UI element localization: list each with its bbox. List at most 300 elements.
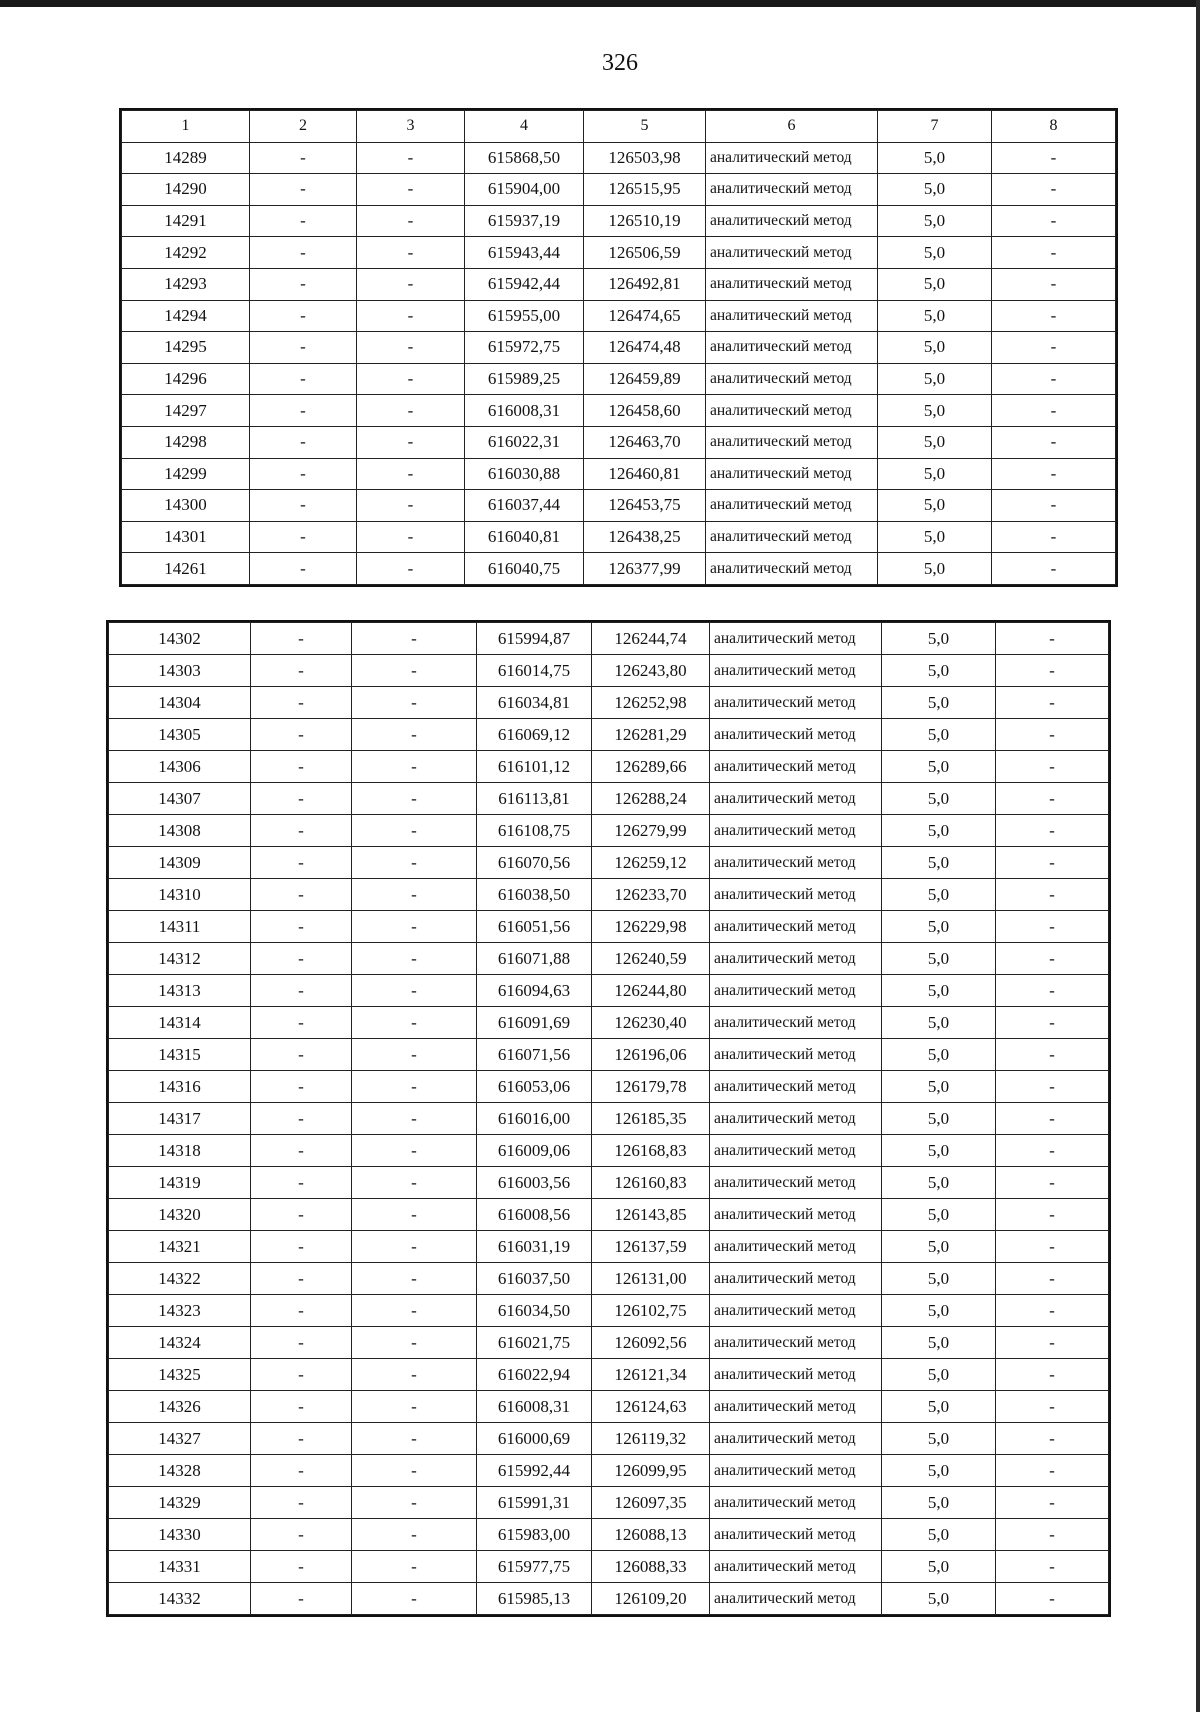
table-cell: -: [992, 553, 1116, 585]
table-row: [109, 1199, 1109, 1231]
table-cell: -: [352, 783, 477, 815]
table-cell: 126474,48: [584, 332, 706, 364]
table-cell: 616008,31: [477, 1391, 592, 1423]
table-cell: -: [996, 783, 1109, 815]
table-cell: -: [357, 521, 465, 553]
table-cell: -: [250, 553, 357, 585]
table-cell: 5,0: [882, 911, 996, 943]
table-cell: -: [352, 1391, 477, 1423]
table-cell: 126119,32: [592, 1423, 710, 1455]
table-cell: -: [357, 300, 465, 332]
table-cell: аналитический метод: [706, 268, 878, 300]
table-cell: аналитический метод: [710, 719, 882, 751]
table-cell: -: [352, 1583, 477, 1615]
table-cell: 126121,34: [592, 1359, 710, 1391]
table-row: [109, 1423, 1109, 1455]
table-cell: 126196,06: [592, 1039, 710, 1071]
table-cell: 14317: [109, 1103, 251, 1135]
table-cell: -: [992, 205, 1116, 237]
table-cell: 14299: [122, 458, 250, 490]
table-cell: 14310: [109, 879, 251, 911]
table-cell: 126281,29: [592, 719, 710, 751]
column-header: 2: [250, 111, 357, 143]
table-row: [109, 1007, 1109, 1039]
table-cell: -: [251, 655, 352, 687]
table-cell: 126289,66: [592, 751, 710, 783]
table-cell: -: [996, 1519, 1109, 1551]
table-cell: 5,0: [882, 1039, 996, 1071]
table-cell: 14306: [109, 751, 251, 783]
table-cell: -: [250, 458, 357, 490]
table-cell: 14261: [122, 553, 250, 585]
table-cell: 126458,60: [584, 395, 706, 427]
table-cell: -: [357, 363, 465, 395]
table-cell: 14326: [109, 1391, 251, 1423]
table-cell: -: [250, 237, 357, 269]
table-row: [122, 395, 1116, 427]
table-cell: 5,0: [882, 1167, 996, 1199]
table-cell: -: [357, 174, 465, 206]
table-row: [122, 174, 1116, 206]
table-cell: 5,0: [878, 142, 992, 174]
table-cell: 126244,80: [592, 975, 710, 1007]
table-row: [109, 847, 1109, 879]
table-cell: аналитический метод: [706, 521, 878, 553]
table-cell: -: [996, 655, 1109, 687]
table-cell: 5,0: [882, 1295, 996, 1327]
table-cell: аналитический метод: [710, 847, 882, 879]
table-cell: 126124,63: [592, 1391, 710, 1423]
table-cell: -: [250, 395, 357, 427]
coordinates-table-2: [108, 622, 1109, 1615]
table-cell: -: [357, 142, 465, 174]
table-cell: -: [251, 1423, 352, 1455]
table-cell: -: [250, 521, 357, 553]
table-cell: 126092,56: [592, 1327, 710, 1359]
table-cell: 615985,13: [477, 1583, 592, 1615]
table-cell: 5,0: [882, 879, 996, 911]
table-cell: 14292: [122, 237, 250, 269]
table-row: [109, 1071, 1109, 1103]
table-cell: 14312: [109, 943, 251, 975]
table-cell: аналитический метод: [710, 623, 882, 655]
table-cell: 14322: [109, 1263, 251, 1295]
column-header: 8: [992, 111, 1116, 143]
table-cell: 126230,40: [592, 1007, 710, 1039]
table-cell: -: [251, 1231, 352, 1263]
table-cell: 14294: [122, 300, 250, 332]
coordinates-table-1: [121, 110, 1116, 585]
table-cell: 126288,24: [592, 783, 710, 815]
table-cell: 5,0: [882, 1103, 996, 1135]
table-row: [122, 458, 1116, 490]
table-cell: -: [992, 174, 1116, 206]
table-row: [122, 142, 1116, 174]
table-cell: 126503,98: [584, 142, 706, 174]
table-cell: 615943,44: [465, 237, 584, 269]
table-cell: 616069,12: [477, 719, 592, 751]
table-cell: -: [357, 237, 465, 269]
table-cell: 126515,95: [584, 174, 706, 206]
table-cell: 615904,00: [465, 174, 584, 206]
table-cell: -: [996, 719, 1109, 751]
table-cell: 14289: [122, 142, 250, 174]
table-cell: 14295: [122, 332, 250, 364]
table-cell: аналитический метод: [706, 237, 878, 269]
column-header: 4: [465, 111, 584, 143]
table-cell: 126438,25: [584, 521, 706, 553]
table-cell: 14304: [109, 687, 251, 719]
table-cell: -: [352, 879, 477, 911]
table-cell: 615972,75: [465, 332, 584, 364]
table-cell: аналитический метод: [706, 395, 878, 427]
table-cell: 616101,12: [477, 751, 592, 783]
table-cell: -: [250, 332, 357, 364]
table-cell: -: [996, 1231, 1109, 1263]
table-cell: 616040,75: [465, 553, 584, 585]
table-cell: аналитический метод: [710, 1327, 882, 1359]
table-cell: 5,0: [882, 1423, 996, 1455]
table-cell: -: [996, 1039, 1109, 1071]
table-cell: -: [251, 1039, 352, 1071]
table-cell: 14331: [109, 1551, 251, 1583]
table-row: [109, 1455, 1109, 1487]
table-cell: 5,0: [882, 1359, 996, 1391]
table-row: [109, 1295, 1109, 1327]
table-cell: 14298: [122, 426, 250, 458]
table-cell: -: [251, 1263, 352, 1295]
table-cell: -: [352, 1455, 477, 1487]
table-cell: 615977,75: [477, 1551, 592, 1583]
table-cell: 616014,75: [477, 655, 592, 687]
table-cell: 5,0: [878, 237, 992, 269]
table-row: [109, 1391, 1109, 1423]
scan-right-edge: [1196, 0, 1200, 1712]
table-cell: -: [352, 623, 477, 655]
table-cell: -: [357, 490, 465, 522]
table-cell: 14313: [109, 975, 251, 1007]
table-cell: аналитический метод: [710, 1103, 882, 1135]
table-row: [122, 268, 1116, 300]
table-cell: -: [251, 1519, 352, 1551]
table-cell: 5,0: [878, 363, 992, 395]
table-cell: 126279,99: [592, 815, 710, 847]
table-cell: -: [352, 1487, 477, 1519]
column-header: 1: [122, 111, 250, 143]
table-cell: 126460,81: [584, 458, 706, 490]
table-cell: -: [996, 1391, 1109, 1423]
table-cell: 14300: [122, 490, 250, 522]
table-cell: аналитический метод: [710, 1391, 882, 1423]
table-cell: 5,0: [878, 205, 992, 237]
column-header: 7: [878, 111, 992, 143]
table-cell: 5,0: [882, 655, 996, 687]
table-cell: 126160,83: [592, 1167, 710, 1199]
table-cell: -: [996, 1359, 1109, 1391]
table-cell: 126109,20: [592, 1583, 710, 1615]
table-cell: 616051,56: [477, 911, 592, 943]
table-cell: -: [352, 751, 477, 783]
table-cell: аналитический метод: [710, 815, 882, 847]
table-cell: -: [357, 332, 465, 364]
column-header: 5: [584, 111, 706, 143]
table-cell: 5,0: [878, 332, 992, 364]
table-cell: 5,0: [878, 553, 992, 585]
header-row: [122, 111, 1116, 143]
table-cell: -: [992, 490, 1116, 522]
table-row: [109, 751, 1109, 783]
table-cell: 14330: [109, 1519, 251, 1551]
table-cell: -: [357, 268, 465, 300]
table-cell: -: [357, 458, 465, 490]
table-cell: 5,0: [878, 521, 992, 553]
table-cell: 615994,87: [477, 623, 592, 655]
table-cell: -: [992, 142, 1116, 174]
table-cell: -: [996, 1327, 1109, 1359]
table-cell: 616070,56: [477, 847, 592, 879]
table-cell: аналитический метод: [706, 142, 878, 174]
table-cell: 616038,50: [477, 879, 592, 911]
table-cell: 615989,25: [465, 363, 584, 395]
table-cell: аналитический метод: [706, 363, 878, 395]
table-cell: -: [352, 911, 477, 943]
table-cell: -: [251, 1103, 352, 1135]
table-cell: -: [357, 426, 465, 458]
table-cell: 126102,75: [592, 1295, 710, 1327]
table-row: [109, 1327, 1109, 1359]
table-cell: 14303: [109, 655, 251, 687]
table-cell: -: [352, 1199, 477, 1231]
table-cell: 126088,33: [592, 1551, 710, 1583]
table-cell: -: [251, 783, 352, 815]
table-cell: -: [996, 1295, 1109, 1327]
table-cell: 5,0: [882, 719, 996, 751]
table-cell: -: [357, 395, 465, 427]
table-cell: аналитический метод: [706, 490, 878, 522]
table-cell: -: [352, 1519, 477, 1551]
table-cell: аналитический метод: [706, 332, 878, 364]
table-cell: -: [352, 1263, 477, 1295]
table-cell: -: [996, 1583, 1109, 1615]
table-cell: 126492,81: [584, 268, 706, 300]
table-row: [109, 1167, 1109, 1199]
table-cell: -: [250, 142, 357, 174]
table-row: [109, 815, 1109, 847]
table-cell: 5,0: [882, 1007, 996, 1039]
table-cell: 616040,81: [465, 521, 584, 553]
table-cell: аналитический метод: [710, 1423, 882, 1455]
table-cell: 5,0: [882, 1327, 996, 1359]
table-cell: 126088,13: [592, 1519, 710, 1551]
table-cell: 615992,44: [477, 1455, 592, 1487]
table-cell: -: [251, 879, 352, 911]
table-cell: -: [352, 1295, 477, 1327]
table-cell: -: [251, 687, 352, 719]
table-cell: -: [251, 911, 352, 943]
table-cell: -: [251, 847, 352, 879]
table-cell: 5,0: [882, 975, 996, 1007]
table-cell: 14318: [109, 1135, 251, 1167]
table-cell: -: [996, 1071, 1109, 1103]
table-cell: -: [352, 1071, 477, 1103]
table-cell: 5,0: [882, 1263, 996, 1295]
table-cell: -: [352, 1551, 477, 1583]
table-cell: 14293: [122, 268, 250, 300]
table-cell: 126474,65: [584, 300, 706, 332]
table-cell: 126453,75: [584, 490, 706, 522]
table-cell: -: [251, 1359, 352, 1391]
table-row: [122, 490, 1116, 522]
table-cell: -: [251, 623, 352, 655]
table-row: [109, 687, 1109, 719]
table-cell: -: [251, 1391, 352, 1423]
table-cell: 126506,59: [584, 237, 706, 269]
table-cell: 126377,99: [584, 553, 706, 585]
table-cell: 14314: [109, 1007, 251, 1039]
table-cell: аналитический метод: [710, 1071, 882, 1103]
table-row: [109, 1135, 1109, 1167]
table-cell: аналитический метод: [710, 1359, 882, 1391]
table-cell: -: [251, 1295, 352, 1327]
table-row: [122, 205, 1116, 237]
table-cell: -: [352, 1135, 477, 1167]
table-cell: -: [352, 1423, 477, 1455]
table-cell: 126185,35: [592, 1103, 710, 1135]
table-cell: 5,0: [882, 1071, 996, 1103]
table-cell: 14319: [109, 1167, 251, 1199]
table-cell: аналитический метод: [710, 1263, 882, 1295]
table-cell: -: [992, 332, 1116, 364]
table-cell: 126510,19: [584, 205, 706, 237]
table-cell: -: [996, 911, 1109, 943]
table-cell: 126459,89: [584, 363, 706, 395]
table-row: [122, 363, 1116, 395]
table-cell: -: [352, 1167, 477, 1199]
table-cell: -: [352, 847, 477, 879]
table-cell: -: [996, 1103, 1109, 1135]
table-cell: аналитический метод: [710, 943, 882, 975]
table-cell: 616022,31: [465, 426, 584, 458]
table-cell: 616030,88: [465, 458, 584, 490]
table-cell: -: [992, 395, 1116, 427]
table-cell: аналитический метод: [710, 879, 882, 911]
table-row: [109, 975, 1109, 1007]
table-cell: аналитический метод: [710, 1039, 882, 1071]
table-cell: -: [352, 815, 477, 847]
table-row: [109, 783, 1109, 815]
table-cell: 616113,81: [477, 783, 592, 815]
table-cell: -: [357, 553, 465, 585]
table-cell: 615937,19: [465, 205, 584, 237]
table-row: [122, 521, 1116, 553]
table-cell: 14316: [109, 1071, 251, 1103]
table-cell: -: [996, 1423, 1109, 1455]
table-cell: 616021,75: [477, 1327, 592, 1359]
table-cell: 5,0: [882, 687, 996, 719]
table-cell: 126131,00: [592, 1263, 710, 1295]
table-cell: 14305: [109, 719, 251, 751]
table-row: [109, 1263, 1109, 1295]
table-cell: -: [996, 879, 1109, 911]
table-cell: 5,0: [878, 490, 992, 522]
table-cell: аналитический метод: [710, 1007, 882, 1039]
table-cell: -: [996, 687, 1109, 719]
table-cell: -: [352, 1231, 477, 1263]
table-cell: 615955,00: [465, 300, 584, 332]
table-row: [109, 1551, 1109, 1583]
table-cell: -: [250, 268, 357, 300]
table-cell: 126240,59: [592, 943, 710, 975]
table-cell: -: [996, 847, 1109, 879]
table-cell: аналитический метод: [710, 1167, 882, 1199]
table-cell: 615942,44: [465, 268, 584, 300]
table-cell: -: [251, 1327, 352, 1359]
table-cell: -: [250, 426, 357, 458]
table-cell: -: [996, 975, 1109, 1007]
table-cell: -: [251, 943, 352, 975]
table-cell: -: [992, 521, 1116, 553]
table-cell: 616034,81: [477, 687, 592, 719]
table-cell: аналитический метод: [710, 655, 882, 687]
table-cell: 126099,95: [592, 1455, 710, 1487]
table-cell: 126463,70: [584, 426, 706, 458]
table-cell: -: [251, 975, 352, 1007]
table-cell: 14309: [109, 847, 251, 879]
table-cell: -: [352, 1039, 477, 1071]
table-cell: -: [251, 1487, 352, 1519]
table-cell: 616037,50: [477, 1263, 592, 1295]
table-cell: 5,0: [878, 395, 992, 427]
table-cell: -: [251, 1071, 352, 1103]
table-cell: 5,0: [882, 783, 996, 815]
table-cell: аналитический метод: [706, 426, 878, 458]
table-cell: 126179,78: [592, 1071, 710, 1103]
table-cell: -: [251, 815, 352, 847]
table-row: [122, 300, 1116, 332]
table-cell: аналитический метод: [710, 783, 882, 815]
table-cell: 5,0: [878, 458, 992, 490]
table-cell: 616037,44: [465, 490, 584, 522]
table-cell: аналитический метод: [710, 975, 882, 1007]
table-row: [109, 719, 1109, 751]
table-cell: -: [250, 490, 357, 522]
column-header: 3: [357, 111, 465, 143]
table-cell: -: [992, 426, 1116, 458]
table-row: [109, 1103, 1109, 1135]
table-cell: 14324: [109, 1327, 251, 1359]
table-cell: -: [251, 1583, 352, 1615]
table-cell: 14311: [109, 911, 251, 943]
table-row: [109, 1487, 1109, 1519]
table-cell: 616071,88: [477, 943, 592, 975]
table-cell: -: [992, 363, 1116, 395]
table-cell: -: [250, 174, 357, 206]
table-cell: -: [996, 943, 1109, 975]
table-cell: -: [352, 1007, 477, 1039]
table-cell: аналитический метод: [706, 174, 878, 206]
table-cell: 126244,74: [592, 623, 710, 655]
table-cell: 5,0: [878, 268, 992, 300]
table-cell: -: [992, 268, 1116, 300]
table-cell: 616034,50: [477, 1295, 592, 1327]
table-cell: -: [996, 751, 1109, 783]
table-cell: аналитический метод: [710, 1583, 882, 1615]
table-cell: 616000,69: [477, 1423, 592, 1455]
table-cell: 126243,80: [592, 655, 710, 687]
table-cell: -: [996, 1487, 1109, 1519]
table-cell: 14302: [109, 623, 251, 655]
table-cell: -: [352, 943, 477, 975]
